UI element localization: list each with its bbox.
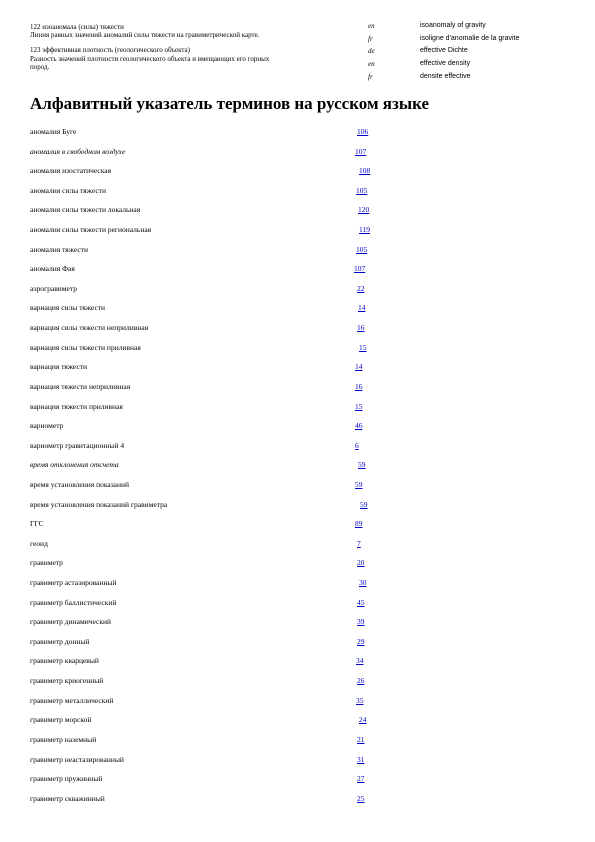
index-entry [0,225,595,245]
index-term: время отклонения отсчета [30,460,119,470]
index-term: гравиметр неастазированный [30,754,124,764]
index-term: гравиметр динамический [30,617,111,627]
page-number-link[interactable]: 14 [355,362,363,372]
translation-lang: fr [368,73,373,81]
index-term: гравиметр кварцевый [30,656,99,666]
translation-text: isoanomaly of gravity [420,22,486,29]
index-entry [0,127,595,147]
page-number-link[interactable]: 15 [359,342,367,352]
index-entry [0,205,595,225]
index-term: вариация тяжести приливная [30,401,123,411]
index-term: ГГС [30,519,44,529]
index-entry [0,637,595,657]
index-entry [0,323,595,343]
index-entry [0,166,595,186]
page-title: Алфавитный указатель терминов на русском языке [30,94,430,113]
page-number-link[interactable]: 21 [357,734,365,744]
index-term: аномалия в свободном воздухе [30,146,126,156]
index-entry [0,480,595,500]
page-number-link[interactable]: 45 [357,597,365,607]
definition-123-text-line1: Разность значений плотности геологического объекта и вмещающих его горных [30,55,270,63]
index-term: гравиметр баллистический [30,597,117,607]
index-term: аномалия Фая [30,264,75,274]
index-term: аномалия силы тяжести региональная [30,225,152,235]
index-term: гравиметр [30,558,63,568]
index-term: вариация силы тяжести [30,303,106,313]
index-entry [0,421,595,441]
index-term: вариация силы тяжести приливная [30,342,141,352]
page-number-link[interactable]: 25 [357,793,365,803]
index-term: аэрогравиметр [30,283,77,293]
index-entry [0,735,595,755]
index-term: геоид [30,538,48,548]
index-term: гравиметр морской [30,715,92,725]
page-number-link[interactable]: 29 [357,636,365,646]
definition-123-text-line2: пород. [30,63,50,71]
index-term: аномалия изостатическая [30,166,112,176]
page-number-link[interactable]: 30 [359,578,367,588]
page-number-link[interactable]: 59 [355,479,363,489]
index-entry [0,284,595,304]
page-number-link[interactable]: 106 [357,127,369,136]
index-entry [0,264,595,284]
index-term: гравиметр скважинный [30,793,105,803]
translation-lang: en [368,60,375,68]
translation-lang: fr [368,35,373,43]
index-entry [0,186,595,206]
index-entry [0,578,595,598]
translation-text: densite effective [420,73,471,80]
translation-text: isoligne d'anomalie de la gravite [420,35,520,42]
index-entry [0,460,595,480]
index-entry [0,598,595,618]
index-entry [0,245,595,265]
definition-122-title: 122 изоаномала (силы) тяжести [30,23,124,31]
page-number-link[interactable]: 15 [355,401,363,411]
page-number-link[interactable]: 107 [354,264,366,274]
page-number-link[interactable]: 119 [359,225,370,235]
page-number-link[interactable]: 20 [357,558,365,568]
page-number-link[interactable]: 22 [357,283,365,293]
index-entry [0,617,595,637]
index-entry [0,402,595,422]
index-entry [0,755,595,775]
page-number-link[interactable]: 34 [356,656,364,666]
page-number-link[interactable]: 24 [359,715,367,725]
page-number-link[interactable]: 107 [355,146,367,156]
page-number-link[interactable]: 31 [357,754,365,764]
index-term: вариометр гравитационный 4 [30,440,125,450]
index-term: вариация тяжести неприливная [30,381,131,391]
index-entry [0,343,595,363]
page-number-link[interactable]: 105 [356,185,368,195]
index-entry [0,441,595,461]
index-entry [0,715,595,735]
index-entry [0,303,595,323]
index-term: гравиметр донный [30,636,90,646]
index-entry [0,656,595,676]
page-number-link[interactable]: 39 [357,617,365,627]
index-entry [0,794,595,814]
term-index-list [0,127,595,813]
index-entry [0,774,595,794]
index-entry [0,519,595,539]
index-term: вариация тяжести [30,362,88,372]
page-number-link[interactable]: 7 [357,538,361,548]
index-term: вариация силы тяжести неприливная [30,323,149,333]
index-term: гравиметр наземный [30,734,97,744]
page-number-link[interactable]: 16 [357,323,365,333]
index-entry [0,147,595,167]
page-number-link[interactable]: 16 [355,381,363,391]
translation-lang: de [368,47,375,55]
page-number-link[interactable]: 59 [360,499,368,509]
index-term: гравиметр криогенный [30,676,104,686]
page-number-link[interactable]: 108 [359,166,371,176]
index-entry [0,500,595,520]
page-number-link[interactable]: 27 [357,774,365,784]
page-number-link[interactable]: 120 [358,205,370,215]
index-entry [0,362,595,382]
translation-lang: en [368,22,375,30]
index-term: аномалия тяжести [30,244,88,254]
index-term: гравиметр астазированный [30,578,117,588]
definition-122-text: Линия равных значений аномалий силы тяжести на гравиметрической карте. [30,31,260,39]
index-entry [0,558,595,578]
translation-text: effective Dichte [420,47,468,54]
page-number-link[interactable]: 26 [357,676,365,686]
index-term: вариометр [30,421,64,431]
page-number-link[interactable]: 105 [356,244,368,254]
index-term: гравиметр металлический [30,695,114,705]
index-term: аномалия силы тяжести локальная [30,205,141,215]
index-term: время установления показаний гравиметра [30,499,168,509]
definition-123-title: 123 эффективная плотность (геологического объекта) [30,46,190,54]
index-term: гравиметр пружинный [30,774,103,784]
translation-text: effective density [420,60,471,67]
page-number-link[interactable]: 14 [358,303,366,313]
index-term: аномалия силы тяжести [30,185,106,195]
index-entry [0,382,595,402]
index-term: время установления показаний [30,479,130,489]
page-number-link[interactable]: 35 [356,695,364,705]
index-entry [0,696,595,716]
page-number-link[interactable]: 89 [355,519,363,529]
index-entry [0,539,595,559]
page-number-link[interactable]: 6 [355,440,359,450]
page-number-link[interactable]: 46 [355,421,363,431]
page-number-link[interactable]: 59 [358,460,366,470]
index-entry [0,676,595,696]
index-term: аномалия Буге [30,127,77,136]
